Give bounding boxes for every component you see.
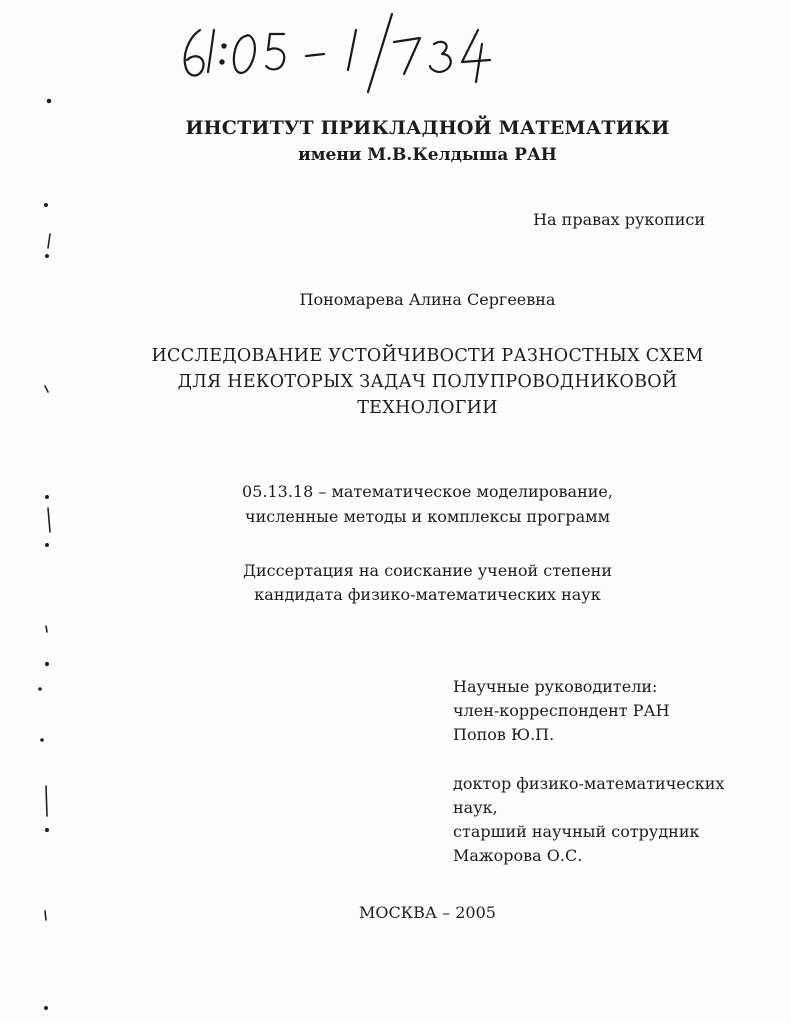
thesis-title-line: ИССЛЕДОВАНИЕ УСТОЙЧИВОСТИ РАЗНОСТНЫХ СХЕМ (151, 346, 704, 366)
handwritten-catalog-number (178, 8, 508, 96)
advisors-heading: Научные руководители: (453, 677, 658, 696)
city-year: МОСКВА – 2005 (359, 903, 496, 922)
specialty-line: 05.13.18 – математическое моделирование, (242, 482, 613, 501)
advisor-name: Попов Ю.П. (453, 725, 555, 744)
rights-note: На правах рукописи (533, 210, 705, 229)
degree-line: кандидата физико-математических наук (254, 585, 601, 604)
advisor-title: наук, (453, 798, 498, 817)
specialty-line: численные методы и комплексы программ (244, 507, 611, 526)
advisor-title: член-корреспондент РАН (453, 701, 670, 720)
institute-name: ИНСТИТУТ ПРИКЛАДНОЙ МАТЕМАТИКИ (185, 117, 670, 139)
advisor-title: доктор физико-математических (453, 774, 725, 793)
advisor-name: Мажорова О.С. (453, 846, 583, 865)
institute-named-after: имени М.В.Келдыша РАН (298, 145, 557, 165)
thesis-title-line: ДЛЯ НЕКОТОРЫХ ЗАДАЧ ПОЛУПРОВОДНИКОВОЙ (177, 372, 678, 392)
author-name: Пономарева Алина Сергеевна (299, 290, 556, 309)
advisor-title: старший научный сотрудник (453, 822, 700, 841)
degree-line: Диссертация на соискание ученой степени (242, 561, 612, 580)
thesis-title-line: ТЕХНОЛОГИИ (357, 398, 498, 418)
